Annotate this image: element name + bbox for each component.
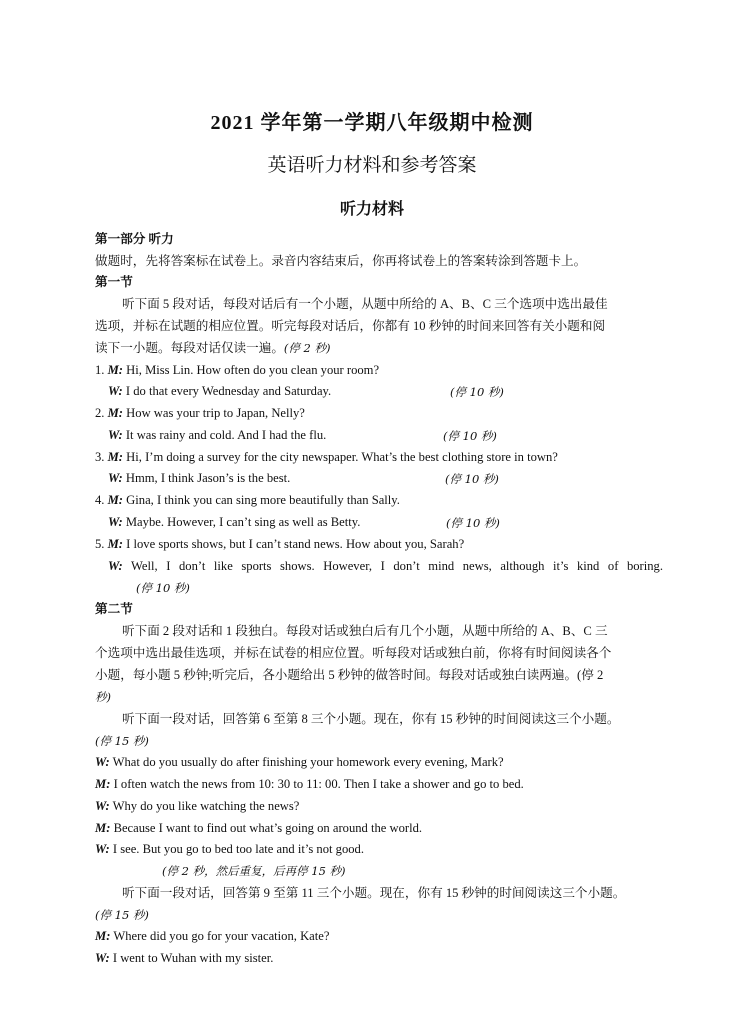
dialogue-question: 5. M: I love sports shows, but I can’t stand news. How about you, Sarah? <box>95 537 465 551</box>
speaker-label: W: <box>95 951 110 965</box>
pause-note: (停 2 秒) <box>283 341 331 355</box>
speaker-label: W: <box>108 559 123 573</box>
dialogue-line: M: Where did you go for your vacation, Kate? <box>95 929 330 943</box>
speaker-label: M: <box>95 929 111 943</box>
dialogue-answer: W: It was rainy and cold. And I had the flu. <box>108 428 327 442</box>
part-heading: 第一部分 听力 <box>95 232 174 246</box>
section2-para-line: 秒) <box>95 690 111 704</box>
speaker-label: W: <box>95 842 110 856</box>
section2-para-line: 听下面 2 段对话和 1 段独白。每段对话或独白后有几个小题，从题中所给的 A、B、C 三 <box>122 624 608 638</box>
speaker-label: M: <box>107 363 124 377</box>
speaker-label: W: <box>95 799 110 813</box>
dialogue-line: W: What do you usually do after finishing your homework every evening, Mark? <box>95 755 504 769</box>
dialogue-line: W: I went to Wuhan with my sister. <box>95 951 274 965</box>
section1-para-line: 选项，并标在试题的相应位置。听完每段对话后，你都有 10 秒钟的时间来回答有关小题和阅 <box>95 319 606 333</box>
speaker-label: M: <box>107 406 124 420</box>
dialogue-answer: W: Well, I don’t like sports shows. However, I don’t mind news, although it’s kind of boring. <box>108 559 663 573</box>
speaker-label: W: <box>108 471 123 485</box>
dialogue-intro: 听下面一段对话，回答第 9 至第 11 三个小题。现在，你有 15 秒钟的时间阅读这三个小题。 <box>122 886 626 900</box>
dialogue-line: M: Because I want to find out what’s going on around the world. <box>95 821 423 835</box>
document-title: 2021 学年第一学期八年级期中检测 <box>210 112 534 134</box>
pause-note: (停 10 秒) <box>136 581 190 595</box>
dialogue-answer: W: Hmm, I think Jason’s is the best. <box>108 471 291 485</box>
speaker-label: M: <box>107 537 124 551</box>
dialogue-question: 1. M: Hi, Miss Lin. How often do you clean your room? <box>95 363 380 377</box>
section1-para-line: 听下面 5 段对话，每段对话后有一个小题，从题中所给的 A、B、C 三个选项中选出最佳 <box>122 297 608 311</box>
dialogue-line: M: I often watch the news from 10: 30 to 11: 00. Then I take a shower and go to bed. <box>95 777 524 791</box>
section1-para-line: 读下一小题。每段对话仅读一遍。(停 2 秒) <box>95 341 331 355</box>
dialogue-answer: W: Maybe. However, I can’t sing as well as Betty. <box>108 515 361 529</box>
pause-note: (停 10 秒) <box>443 429 497 443</box>
dialogue-answer: W: I do that every Wednesday and Saturday. <box>108 384 332 398</box>
pause-note: (停 10 秒) <box>450 385 504 399</box>
section2-para-line: 个选项中选出最佳选项，并标在试卷的相应位置。听每段对话或独白前，你将有时间阅读各个 <box>95 646 612 660</box>
section1-heading: 第一节 <box>95 275 133 289</box>
speaker-label: M: <box>95 777 111 791</box>
section2-heading: 第二节 <box>95 602 133 616</box>
document-subtitle: 英语听力材料和参考答案 <box>267 155 477 176</box>
section2-para-line: 小题，每小题 5 秒钟;听完后，各小题给出 5 秒钟的做答时间。每段对话或独白读两遍。(停 2 <box>95 668 604 682</box>
dialogue-question: 2. M: How was your trip to Japan, Nelly? <box>95 406 305 420</box>
pause-note: (停 10 秒) <box>446 516 500 530</box>
pause-note: (停 2 秒，然后重复，后再停 15 秒) <box>162 864 346 878</box>
dialogue-line: W: I see. But you go to bed too late and it’s not good. <box>95 842 365 856</box>
pause-note: (停 10 秒) <box>445 472 499 486</box>
dialogue-question: 4. M: Gina, I think you can sing more beautifully than Sally. <box>95 493 400 507</box>
speaker-label: M: <box>107 450 124 464</box>
dialogue-question: 3. M: Hi, I’m doing a survey for the city newspaper. What’s the best clothing store in town? <box>95 450 558 464</box>
part-instruction: 做题时，先将答案标在试卷上。录音内容结束后，你再将试卷上的答案转涂到答题卡上。 <box>95 254 587 268</box>
pause-note: (停 15 秒) <box>95 908 149 922</box>
speaker-label: W: <box>108 428 123 442</box>
speaker-label: M: <box>107 493 124 507</box>
speaker-label: W: <box>108 384 123 398</box>
dialogue-intro: 听下面一段对话，回答第 6 至第 8 三个小题。现在，你有 15 秒钟的时间阅读这三个小题。 <box>122 712 620 726</box>
pause-note: (停 15 秒) <box>95 734 149 748</box>
speaker-label: M: <box>95 821 111 835</box>
dialogue-line: W: Why do you like watching the news? <box>95 799 300 813</box>
speaker-label: W: <box>108 515 123 529</box>
section-title: 听力材料 <box>339 201 404 218</box>
speaker-label: W: <box>95 755 110 769</box>
